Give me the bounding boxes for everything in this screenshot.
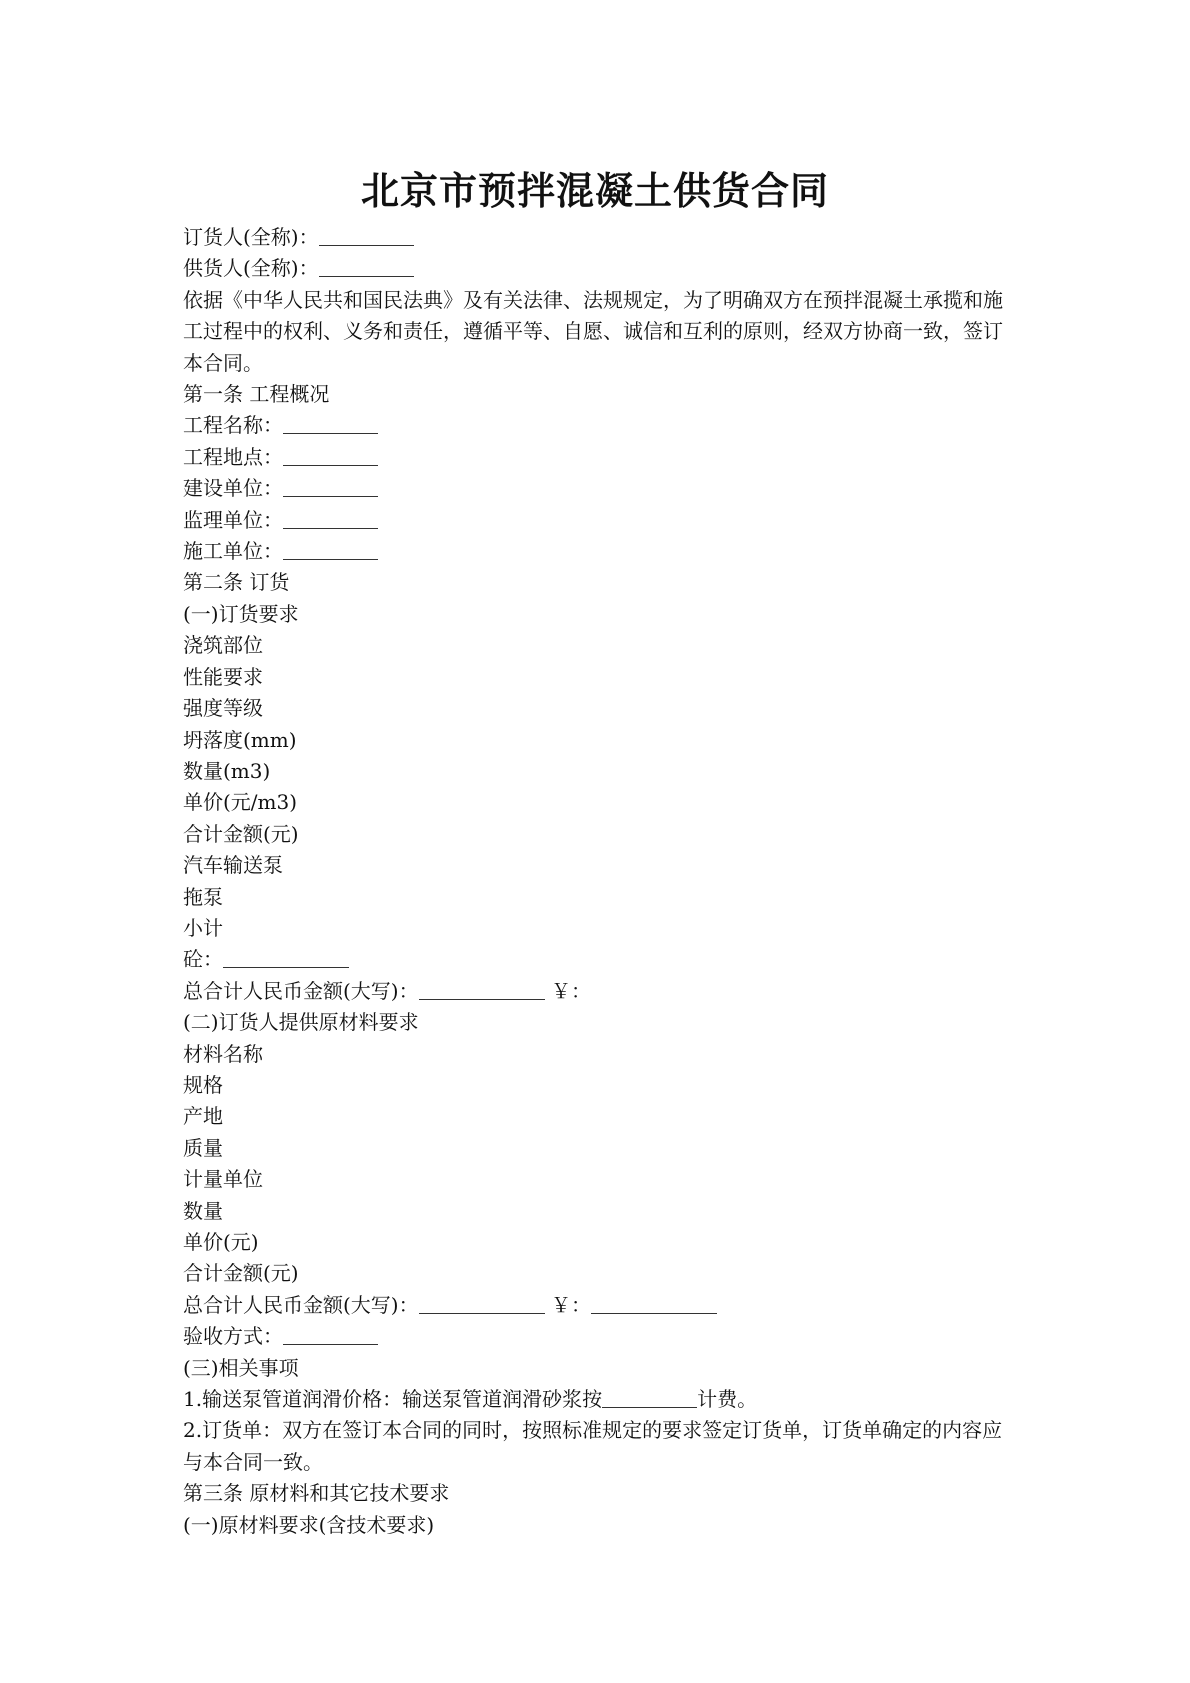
contractor-unit-line — [183, 536, 1018, 567]
order-item: 性能要求 — [183, 664, 263, 689]
order-item: 汽车输送泵 — [183, 853, 283, 878]
acceptance-blank[interactable] — [283, 1324, 378, 1345]
contractor-unit-blank[interactable] — [283, 539, 378, 560]
document-title: 北京市预拌混凝土供货合同 — [360, 169, 829, 213]
order-item: 小计 — [183, 915, 223, 940]
order-form-clause: 2.订货单：双方在签订本合同的同时，按照标准规定的要求签定订货单，订货单确定的内容应与本合同一致。 — [183, 1418, 1003, 1474]
material-item: 数量 — [183, 1198, 223, 1223]
field-label: 施工单位： — [183, 539, 283, 564]
order-requirements-heading: (一)订货要求 — [183, 601, 299, 626]
supervision-unit-blank[interactable] — [283, 508, 378, 529]
project-name-blank[interactable] — [283, 413, 378, 434]
order-item: 浇筑部位 — [183, 633, 263, 658]
yen-label: ￥： — [550, 978, 591, 1003]
yen-label: ￥： — [550, 1292, 591, 1317]
order-item: 数量(m3) — [183, 758, 271, 783]
field-label: 监理单位： — [183, 507, 283, 532]
field-label: 建设单位： — [183, 476, 283, 501]
article1-heading: 第一条 工程概况 — [183, 382, 330, 407]
materials-total-line — [183, 1290, 1018, 1321]
seller-label: 供货人(全称)： — [183, 256, 319, 281]
acceptance-label: 验收方式： — [183, 1324, 283, 1349]
preamble: 依据《中华人民共和国民法典》及有关法律、法规规定，为了明确双方在预拌混凝土承揽和施工过程中的权利、义务和责任，遵循平等、自愿、诚信和互利的原则，经双方协商一致，签订本合同。 — [183, 287, 1003, 375]
article3-heading: 第三条 原材料和其它技术要求 — [183, 1481, 450, 1506]
buyer-blank[interactable] — [319, 225, 414, 246]
material-item: 合计金额(元) — [183, 1261, 299, 1286]
order-item: 坍落度(mm) — [183, 727, 297, 752]
concrete-blank[interactable] — [223, 947, 349, 968]
material-item: 质量 — [183, 1135, 223, 1160]
lubrication-blank[interactable] — [602, 1387, 697, 1408]
order-item: 单价(元/m3) — [183, 790, 298, 815]
acceptance-line — [183, 1321, 1018, 1352]
field-label: 工程地点： — [183, 444, 283, 469]
order-item: 拖泵 — [183, 884, 223, 909]
order-total-line — [183, 976, 1018, 1007]
concrete-label: 砼： — [183, 947, 223, 972]
lubrication-suffix: 计费。 — [697, 1387, 758, 1412]
lubrication-prefix: 1.输送泵管道润滑价格：输送泵管道润滑砂浆按 — [183, 1387, 603, 1412]
buyer-line — [183, 222, 1018, 253]
material-item: 规格 — [183, 1072, 223, 1097]
project-location-line — [183, 442, 1018, 473]
order-item: 强度等级 — [183, 696, 263, 721]
supervision-unit-line — [183, 505, 1018, 536]
total-label: 总合计人民币金额(大写)： — [183, 1292, 419, 1317]
materials-total-yen-blank[interactable] — [591, 1293, 717, 1314]
project-location-blank[interactable] — [283, 445, 378, 466]
order-item: 合计金额(元) — [183, 821, 299, 846]
raw-material-requirements-heading: (一)原材料要求(含技术要求) — [183, 1512, 435, 1537]
related-matters-heading: (三)相关事项 — [183, 1355, 299, 1380]
seller-line — [183, 253, 1018, 284]
buyer-label: 订货人(全称)： — [183, 225, 319, 249]
material-item: 计量单位 — [183, 1167, 263, 1192]
material-item: 单价(元) — [183, 1230, 259, 1254]
field-label: 工程名称： — [183, 413, 283, 438]
construction-unit-line — [183, 473, 1018, 504]
document-body — [183, 222, 1018, 1541]
article2-heading: 第二条 订货 — [183, 570, 290, 595]
total-label: 总合计人民币金额(大写)： — [183, 978, 419, 1003]
order-total-words-blank[interactable] — [419, 979, 545, 1000]
seller-blank[interactable] — [319, 256, 414, 277]
material-item: 产地 — [183, 1104, 223, 1129]
materials-total-words-blank[interactable] — [419, 1293, 545, 1314]
material-item: 材料名称 — [183, 1041, 263, 1066]
concrete-line — [183, 944, 1018, 975]
lubrication-price-line — [183, 1384, 1018, 1415]
project-name-line — [183, 410, 1018, 441]
construction-unit-blank[interactable] — [283, 476, 378, 497]
materials-heading: (二)订货人提供原材料要求 — [183, 1010, 419, 1035]
